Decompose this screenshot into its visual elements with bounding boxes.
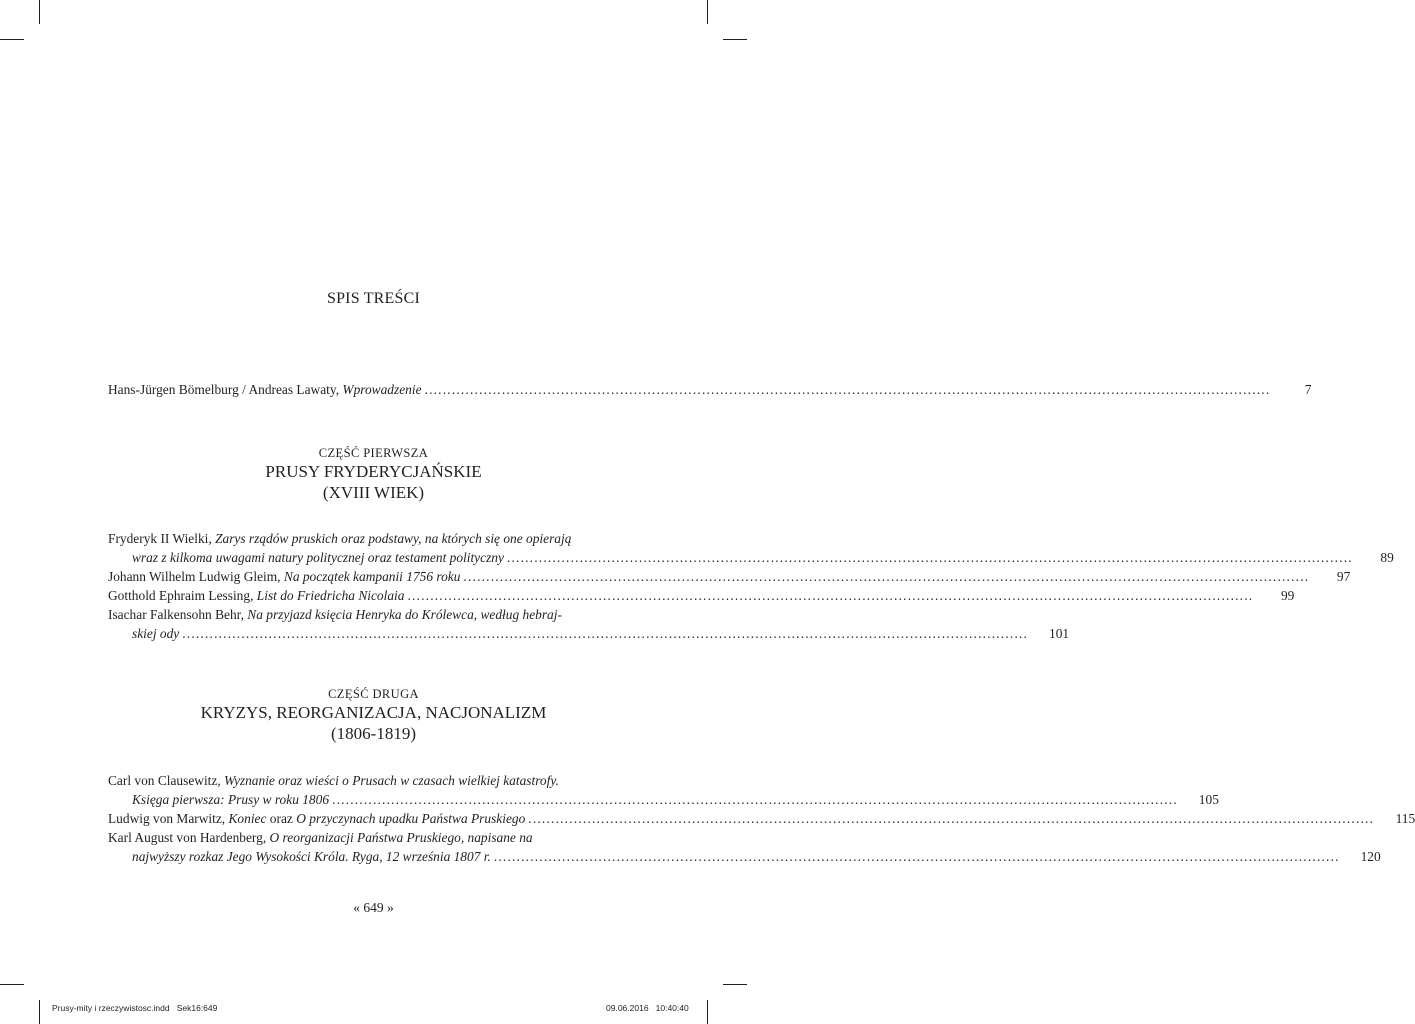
entry-title-continued: wraz z kilkoma uwagami natury politycznej oraz testament polityczny <box>132 550 504 565</box>
entry-title-continued: skiej ody <box>132 626 180 641</box>
toc-entry[interactable] <box>108 771 1219 809</box>
entry-title: Na przyjazd księcia Henryka do Królewca, według hebraj- <box>247 607 562 622</box>
dot-leader: .......................................................................................................................................................................................... <box>407 588 1254 603</box>
slug-file-info: Prusy-mity i rzeczywistosc.indd Sek16:649 <box>52 1003 218 1013</box>
toc-entry[interactable] <box>108 586 1295 605</box>
entry-author: Carl von Clausewitz, <box>108 773 225 788</box>
entry-title: O reorganizacji Państwa Pruskiego, napisane na <box>269 830 533 845</box>
dot-leader: .......................................................................................................................................................................................... <box>506 550 1353 565</box>
part-subtitle: (XVIII WIEK) <box>322 483 425 502</box>
entry-title: Wyznanie oraz wieści o Prusach w czasach wielkiej katastrofy. <box>224 773 559 788</box>
crop-mark-bottom-left-horizontal <box>0 984 24 985</box>
part-title: PRUSY FRYDERYCJAŃSKIE <box>265 462 482 481</box>
part-label: CZĘŚĆ DRUGA <box>328 687 419 701</box>
part-heading <box>0 686 747 744</box>
page-number: 89 <box>1380 550 1394 565</box>
entry-author: Hans-Jürgen Bömelburg / Andreas Lawaty, <box>108 382 343 397</box>
dot-leader: .......................................................................................................................................................................................... <box>182 626 1029 641</box>
crop-mark-bottom-left-vertical <box>39 1000 40 1024</box>
toc-entry-intro[interactable] <box>108 380 1312 399</box>
part-title: KRYZYS, REORGANIZACJA, NACJONALIZM <box>200 703 547 722</box>
crop-mark-top-left-horizontal <box>0 39 24 40</box>
page-number: 99 <box>1280 588 1295 603</box>
page-number: 101 <box>1049 626 1070 641</box>
toc-entry[interactable] <box>108 809 1415 828</box>
toc-entry[interactable] <box>108 567 1351 586</box>
dot-leader: .......................................................................................................................................................................................... <box>528 811 1375 826</box>
crop-mark-bottom-right-horizontal <box>723 984 747 985</box>
page-number: 105 <box>1198 792 1219 807</box>
crop-mark-top-right-vertical <box>707 0 708 24</box>
entry-title-second: O przyczynach upadku Państwa Pruskiego <box>296 811 526 826</box>
entry-title: Zarys rządów pruskich oraz podstawy, na których się one opierają <box>215 531 572 546</box>
slug-timestamp: 09.06.2016 10:40:40 <box>606 1003 689 1013</box>
toc-entry[interactable] <box>108 828 1381 866</box>
dot-leader: .......................................................................................................................................................................................... <box>463 569 1310 584</box>
entry-title: Koniec <box>228 811 267 826</box>
toc-entry[interactable] <box>108 605 1070 643</box>
page-folio: « 649 » <box>353 900 394 915</box>
entry-conjunction: oraz <box>266 811 297 826</box>
dot-leader: .......................................................................................................................................................................................... <box>332 792 1178 807</box>
page-number: 115 <box>1395 811 1415 826</box>
entry-title: Na początek kampanii 1756 roku <box>283 569 461 584</box>
dot-leader: .......................................................................................................................................................................................... <box>493 849 1340 864</box>
page-number: 97 <box>1336 569 1351 584</box>
part-subtitle: (1806-1819) <box>331 724 416 743</box>
entry-author: Karl August von Hardenberg, <box>108 830 270 845</box>
entry-author: Ludwig von Marwitz, <box>108 811 229 826</box>
page-number: 7 <box>1304 382 1312 397</box>
entry-title: Wprowadzenie <box>342 382 422 397</box>
entry-title-continued: najwyższy rozkaz Jego Wysokości Króla. Ryga, 12 września 1807 r. <box>132 849 491 864</box>
toc-entry[interactable] <box>108 529 1394 567</box>
entry-author: Fryderyk II Wielki, <box>108 531 216 546</box>
page-number: 120 <box>1360 849 1381 864</box>
entry-author: Johann Wilhelm Ludwig Gleim, <box>108 569 284 584</box>
entry-title: List do Friedricha Nicolaia <box>256 588 405 603</box>
entry-title-continued: Księga pierwsza: Prusy w roku 1806 <box>132 792 330 807</box>
entry-author: Isachar Falkensohn Behr, <box>108 607 248 622</box>
page-title: SPIS TREŚCI <box>326 290 421 307</box>
crop-mark-top-right-horizontal <box>723 39 747 40</box>
crop-mark-bottom-right-vertical <box>707 1000 708 1024</box>
dot-leader: .......................................................................................................................................................................................... <box>424 382 1271 397</box>
crop-mark-top-left-vertical <box>39 0 40 24</box>
entry-author: Gotthold Ephraim Lessing, <box>108 588 257 603</box>
part-heading <box>0 445 747 503</box>
part-label: CZĘŚĆ PIERWSZA <box>318 446 429 460</box>
